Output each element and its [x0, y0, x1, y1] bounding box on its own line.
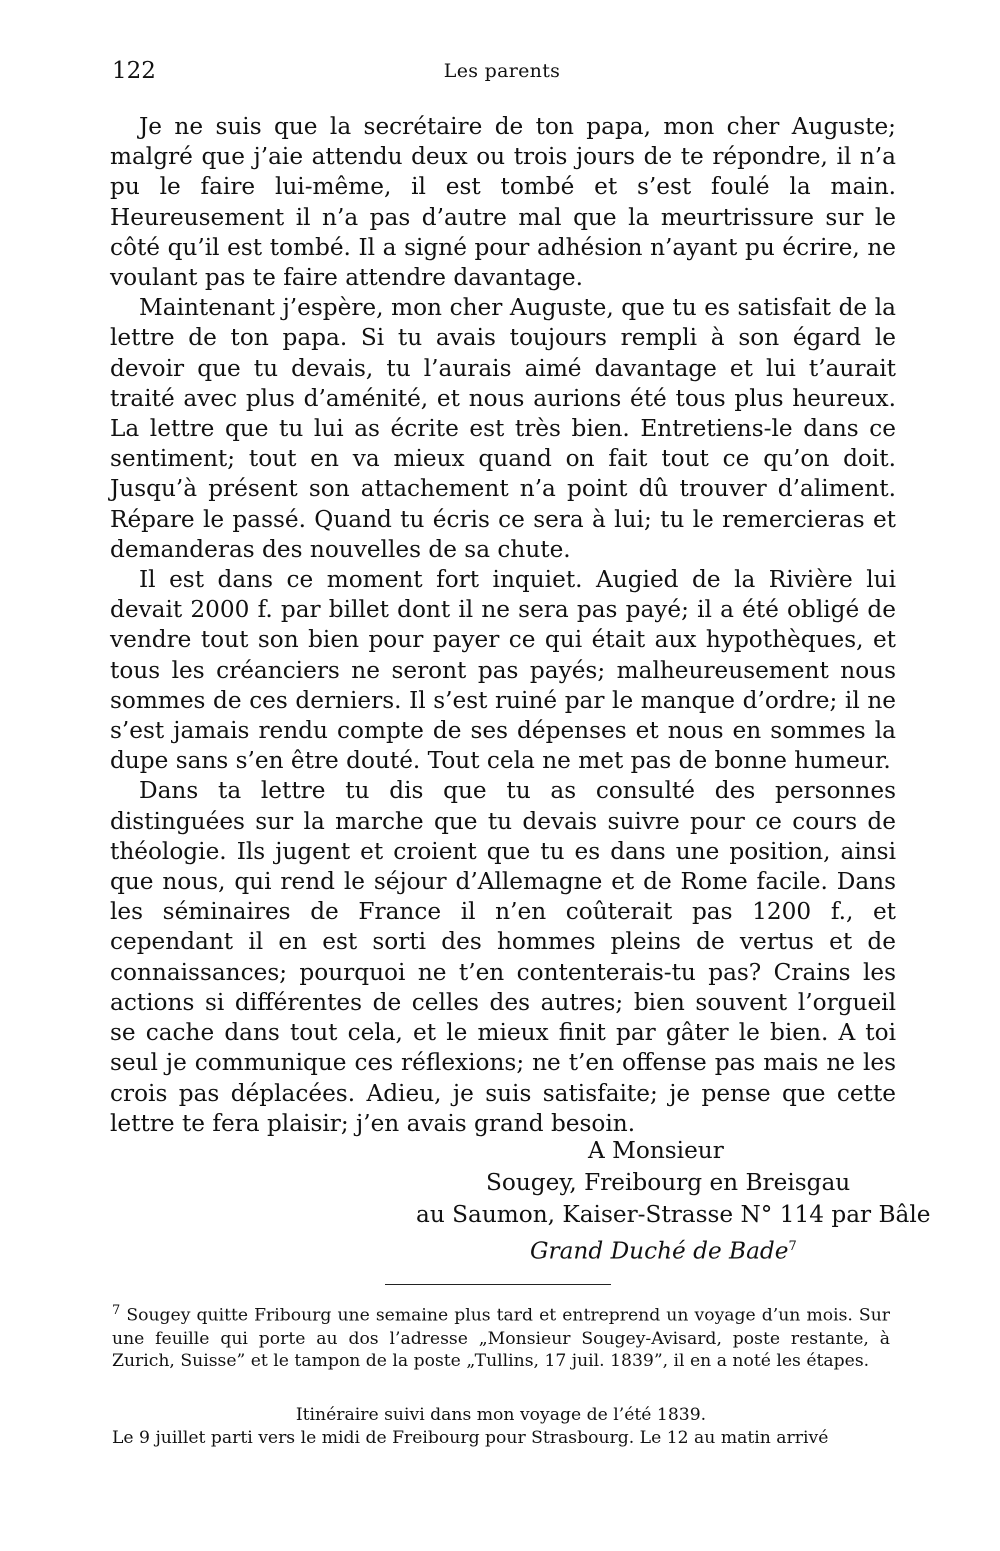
paragraph-3: Il est dans ce moment fort inquiet. Augied de la Rivière lui devait 2000 f. par billet dont il ne sera pas payé; il a été obligé de vendre tout son bien pour payer ce qui était aux hypothèques, et tous les créanciers ne seront pas payés; malheureusement nous sommes de ces derniers. Il s’est ruiné par le manque d’ordre; il ne s’est jamais rendu compte de ses dépenses et nous en sommes la dupe sans s’en être douté. Tout cela ne met pas de bonne humeur.	[110, 566, 896, 775]
footnote-body: Sougey quitte Fribourg une semaine plus tard et entreprend un voyage d’un mois. Sur une feuille qui porte au dos l’adresse „Monsieur Sougey-Avisard, poste restante, à Zurich, Suisse” et le tampon de la poste „Tullins, 17 juil. 1839”, il en a noté les étapes.	[112, 1305, 890, 1372]
page-header	[112, 58, 892, 92]
paragraph-4: Dans ta lettre tu dis que tu as consulté des personnes distinguées sur la marche que tu devais suivre pour ce cours de théologie. Ils jugent et croient que tu es dans une position, ainsi que nous, qui rend le séjour d’Allemagne et de Rome facile. Dans les séminaires de France il n’en coûterait pas 1200 f., et cependant il en est sorti des hommes pleins de vertus et de connaissances; pourquoi ne t’en contenterais-tu pas? Crains les actions si différentes de celles des autres; bien souvent l’orgueil se cache dans tout cela, et le mieux finit par gâter le bien. A toi seul je communique ces réflexions; ne t’en offense pas mais ne les crois pas déplacées. Adieu, je suis satisfaite; je pense que cette lettre te fera plaisir; j’en avais grand besoin.	[110, 777, 896, 1137]
address-line-2: Sougey, Freibourg en Breisgau	[486, 1169, 851, 1196]
footnote-reference: 7	[788, 1239, 797, 1254]
footnote	[112, 1300, 890, 1373]
running-title: Les parents	[443, 60, 561, 82]
itinerary-title: Itinéraire suivi dans mon voyage de l’été 1839.	[295, 1405, 707, 1425]
footnote-marker: 7	[112, 1303, 121, 1318]
itinerary-line: Le 9 juillet parti vers le midi de Freibourg pour Strasbourg. Le 12 au matin arrivé	[112, 1428, 829, 1448]
paragraph-2: Maintenant j’espère, mon cher Auguste, que tu es satisfait de la lettre de ton papa. Si tu avais toujours rempli à son égard le devoir que tu devais, tu l’aurais aimé davantage et lui t’aurait traité avec plus d’aménité, et nous aurions été tous plus heureux. La lettre que tu lui as écrite est très bien. Entretiens-le dans ce sentiment; tout en va mieux quand on fait tout ce qu’on doit. Jusqu’à présent son attachement n’a point dû trouver d’aliment. Répare le passé. Quand tu écris ce sera à lui; tu le remercieras et demanderas des nouvelles de sa chute.	[110, 294, 896, 563]
address-country: Grand Duché de Bade	[530, 1237, 789, 1265]
paragraph-1: Je ne suis que la secrétaire de ton papa, mon cher Auguste; malgré que j’aie attendu deux ou trois jours de te répondre, il n’a pu le faire lui-même, il est tombé et s’est foulé la main. Heureusement il n’a pas d’autre mal que la meurtrissure sur le côté qu’il est tombé. Il a signé pour adhésion n’ayant pu écrire, ne voulant pas te faire attendre davantage.	[110, 113, 896, 292]
address-line-3: au Saumon, Kaiser-Strasse N° 114 par Bâle	[416, 1201, 931, 1228]
address-line-4	[530, 1232, 797, 1267]
footnote-separator	[385, 1284, 611, 1285]
footnote-text	[112, 1300, 890, 1373]
page-number: 122	[112, 58, 156, 84]
letter-body	[110, 112, 896, 1139]
address-line-1: A Monsieur	[588, 1137, 724, 1164]
